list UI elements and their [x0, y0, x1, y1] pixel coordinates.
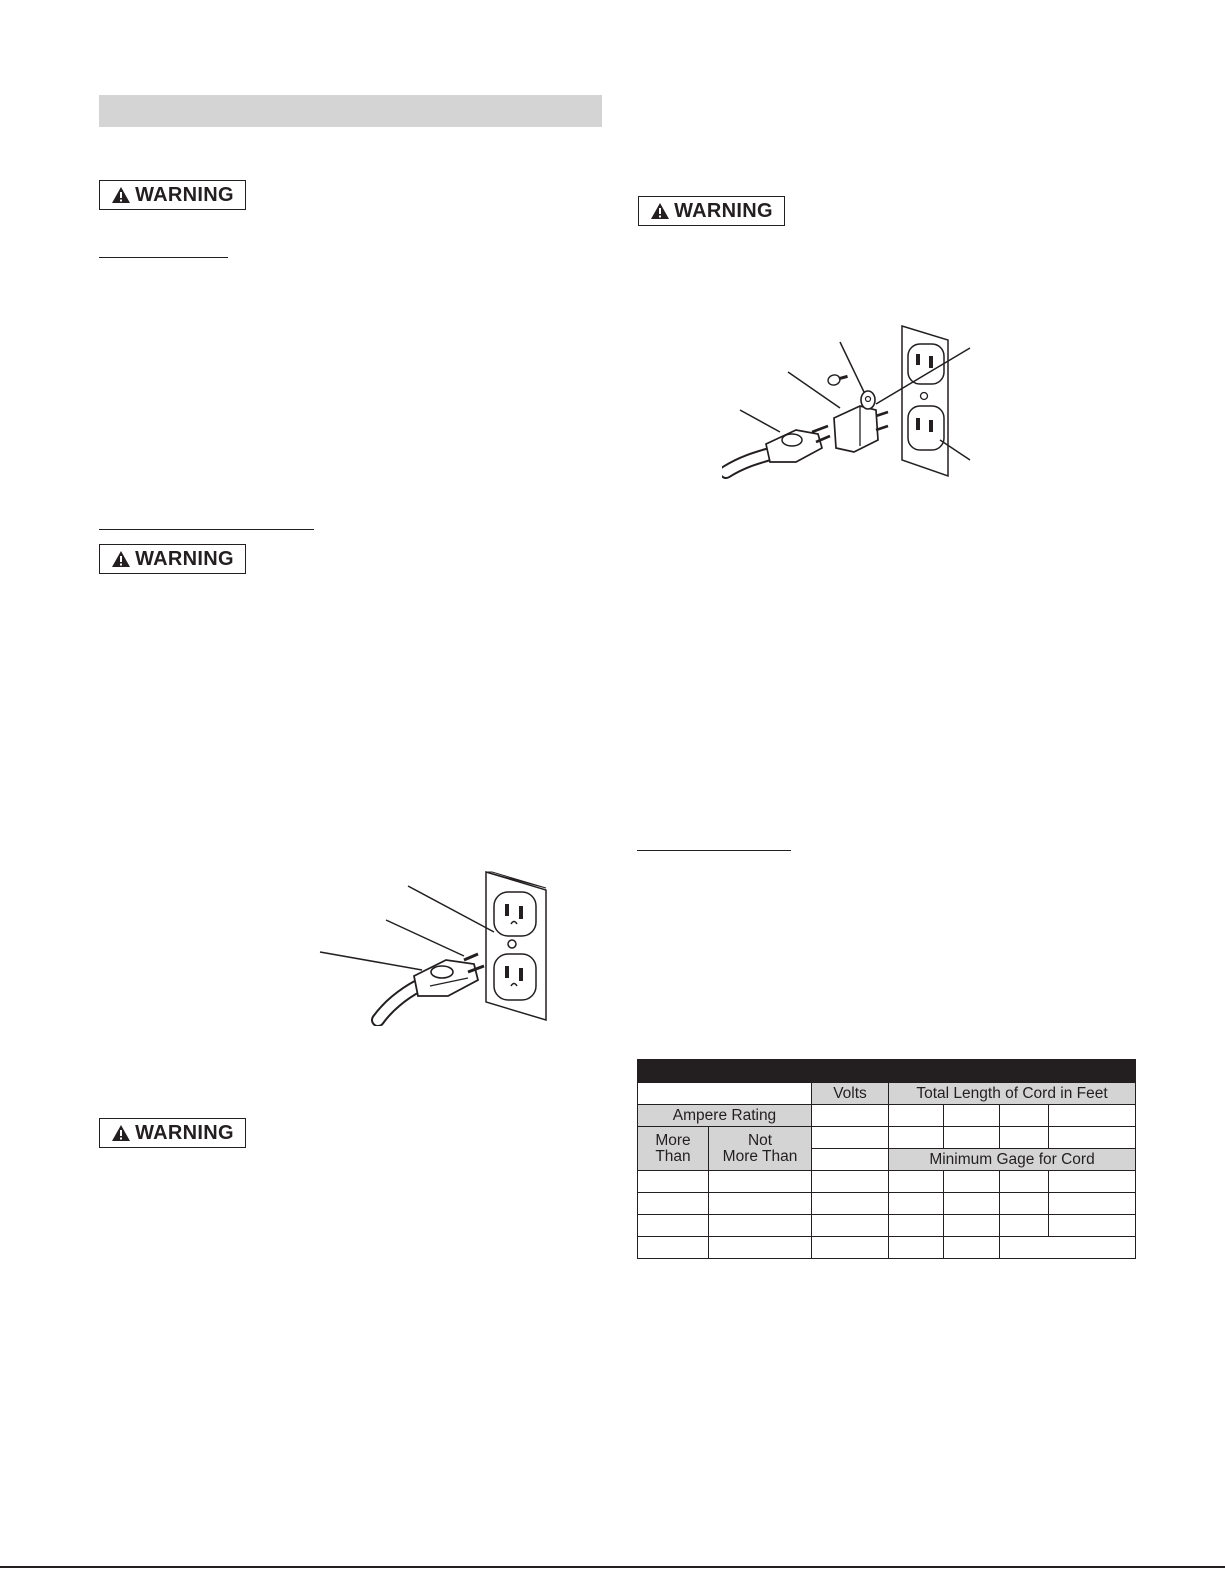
more-than-line1: More	[655, 1131, 691, 1149]
warning-triangle-icon	[111, 1124, 131, 1142]
warning-triangle-icon	[650, 202, 670, 220]
warning-label: WARNING	[99, 544, 246, 574]
subheading-rule	[99, 257, 228, 258]
table-row	[638, 1105, 1136, 1127]
table-row	[638, 1215, 1136, 1237]
warning-label: WARNING	[638, 196, 785, 226]
not-more-than-line2: More Than	[722, 1147, 798, 1165]
table-row	[638, 1237, 1136, 1259]
table-row	[638, 1171, 1136, 1193]
warning-triangle-icon	[111, 186, 131, 204]
more-than-line2: Than	[655, 1147, 691, 1165]
table-row	[638, 1083, 1136, 1105]
minimum-gage-header: Minimum Gage for Cord	[889, 1149, 1136, 1171]
cord-gage-table	[637, 1059, 1136, 1259]
adapter-outlet-illustration	[722, 322, 972, 480]
ampere-rating-header: Ampere Rating	[638, 1105, 812, 1127]
table-row	[638, 1127, 1136, 1149]
more-than-header	[638, 1127, 709, 1171]
warning-label: WARNING	[99, 1118, 246, 1148]
total-length-header: Total Length of Cord in Feet	[889, 1083, 1136, 1105]
warning-triangle-icon	[111, 550, 131, 568]
table-title-bar	[638, 1060, 1136, 1083]
subheading-rule	[637, 850, 791, 851]
not-more-than-header	[709, 1127, 812, 1171]
not-more-than-line1: Not	[747, 1131, 773, 1149]
table-row	[638, 1193, 1136, 1215]
volts-header: Volts	[812, 1083, 889, 1105]
section-header-bar	[99, 95, 602, 127]
warning-label: WARNING	[99, 180, 246, 210]
page-bottom-rule	[0, 1566, 1225, 1568]
subheading-rule	[99, 529, 314, 530]
grounded-outlet-illustration	[318, 868, 550, 1026]
